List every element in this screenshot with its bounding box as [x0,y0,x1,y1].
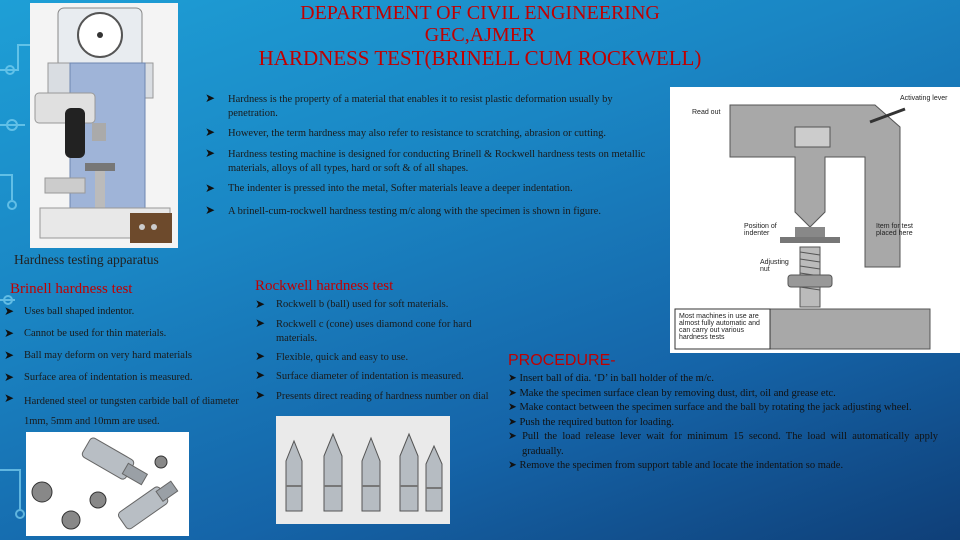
bullet-arrow-icon: ➤ [4,391,15,405]
procedure-step-3: ➤ Make contact between the specimen surface and the ball by rotating the jack adjusting wheel. [508,402,912,413]
diagram-nut-label: Adjusting nut [760,259,789,273]
procedure-step-2: ➤ Make the specimen surface clean by removing dust, dirt, oil and grease etc. [508,387,836,399]
diagram-lever-label: Activating lever [900,95,948,102]
rockwell-item-3: Flexible, quick and easy to use. [276,352,409,363]
brinell-item-4: Surface area of indentation is measured. [24,372,193,383]
hardness-machine-photo [30,3,178,248]
bullet-arrow-icon: ➤ [255,349,266,363]
rockwell-diagram [670,87,960,353]
bullet-arrow-icon: ➤ [205,125,216,139]
procedure-step-4: ➤ Push the required button for loading. [508,416,674,428]
diagram-note: Most machines in use are almost fully automatic and can carry out various hardness tests [679,313,760,341]
diagram-indenter-label: Position of indenter [744,223,777,237]
rockwell-indenter-photo [276,416,450,524]
bullet-arrow-icon: ➤ [4,348,15,362]
bullet-arrow-icon: ➤ [205,203,216,217]
brinell-indenter-photo [26,432,189,536]
bullet-arrow-icon: ➤ [205,181,216,195]
intro-bullet-4: The indenter is pressed into the metal, Softer materials leave a deeper indentation. [228,183,573,194]
rockwell-item-2: Rockwell c (cone) uses diamond cone for hard materials. [276,319,472,344]
bullet-arrow-icon: ➤ [4,326,15,340]
rockwell-item-1: Rockwell b (ball) used for soft materials. [276,299,449,310]
rockwell-item-4: Surface diameter of indentation is measured. [276,371,464,382]
experiment-title: HARDNESS TEST(BRINELL CUM ROCKWELL) [258,46,702,70]
bullet-arrow-icon: ➤ [4,304,15,318]
bullet-arrow-icon: ➤ [255,316,266,330]
department-title: DEPARTMENT OF CIVIL ENGINEERING [300,2,660,24]
bullet-arrow-icon: ➤ [255,297,266,311]
brinell-item-5: Hardened steel or tungsten carbide ball of diameter 1mm, 5mm and 10mm are used. [24,396,239,427]
procedure-step-5: ➤ Pull the load release lever wait for minimum 15 second. The load will automatically apply gradually. [508,431,938,457]
rockwell-heading: Rockwell hardness test [255,278,394,294]
intro-bullet-1: Hardness is the property of a material that enables it to resist plastic deformation usually by penetration. [228,94,613,119]
intro-bullet-3: Hardness testing machine is designed for conducting Brinell & Rockwell hardness tests on metallic materials, alloys of all types, hard or soft & of all shapes. [228,149,646,174]
brinell-item-1: Uses ball shaped indentor. [24,306,135,317]
rockwell-item-5: Presents direct reading of hardness number on dial [276,391,489,402]
bullet-arrow-icon: ➤ [255,368,266,382]
bullet-arrow-icon: ➤ [255,388,266,402]
apparatus-caption: Hardness testing apparatus [14,252,159,267]
bullet-arrow-icon: ➤ [4,370,15,384]
procedure-list [508,372,938,474]
diagram-item-label: Item for test placed here [876,223,913,237]
procedure-step-1: ➤ Insert ball of dia. ‘D’ in ball holder of the m/c. [508,373,715,384]
intro-bullet-2: However, the term hardness may also refer to resistance to scratching, abrasion or cutting. [228,128,607,139]
diagram-readout-label: Read out [692,109,721,116]
procedure-step-6: ➤ Remove the specimen from support table and locate the indentation so made. [508,460,844,471]
bullet-arrow-icon: ➤ [205,91,216,105]
procedure-heading: PROCEDURE- [508,352,616,369]
brinell-item-2: Cannot be used for thin materials. [24,328,167,339]
college-title: GEC,AJMER [424,24,536,46]
bullet-arrow-icon: ➤ [205,146,216,160]
brinell-item-3: Ball may deform on very hard materials [24,350,192,361]
brinell-heading: Brinell hardness test [10,281,133,297]
intro-bullet-5: A brinell-cum-rockwell hardness testing m/c along with the specimen is shown in figure. [228,206,601,217]
